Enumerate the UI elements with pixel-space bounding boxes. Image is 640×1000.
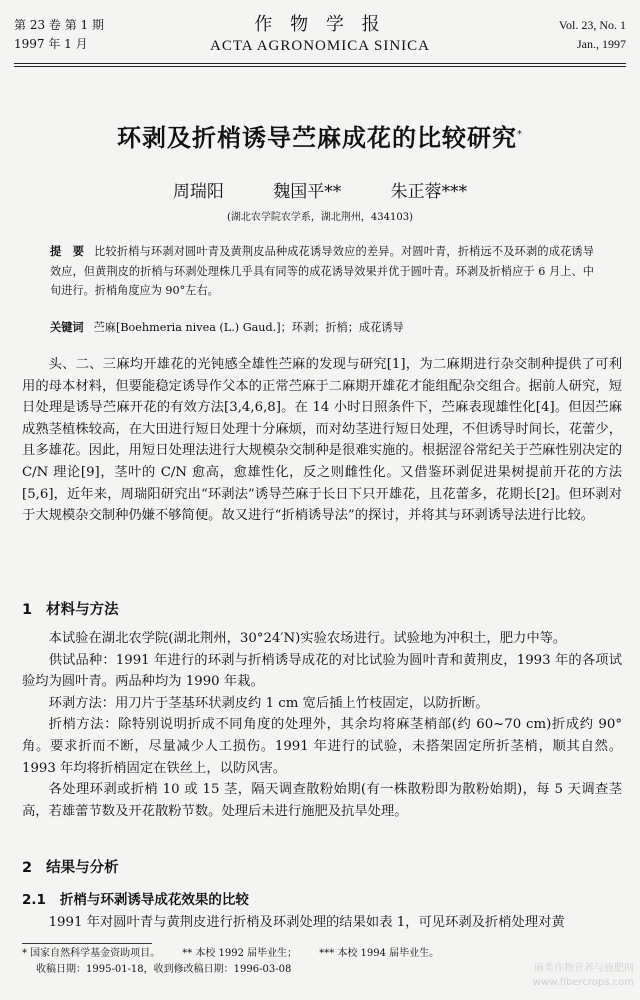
running-header xyxy=(14,14,626,62)
journal-name-cn: 作 物 学 报 xyxy=(254,14,386,35)
watermark-url: www.fibercrops.com xyxy=(532,977,634,988)
methods-paragraph: 环剥方法：用刀片于茎基环状剥皮约 1 cm 宽后插上竹枝固定，以防折断。 xyxy=(48,695,489,711)
subsection-number: 2.1 xyxy=(22,892,46,908)
footnote-author-2: ** 本校 1992 届毕业生； xyxy=(182,948,298,959)
methods-paragraph: 各处理环剥或折梢 10 或 15 茎，隔天调查散粉始期(有一株散粉即为散粉始期)，每 5 天调查茎高，若雄蕾节数及开花散粉节数。处理后未进行施肥及抗旱处理。 xyxy=(22,782,622,819)
footnote-author-3: *** 本校 1994 届毕业生。 xyxy=(319,948,440,959)
section-title: 材料与方法 xyxy=(46,602,119,618)
intro-paragraph: 头、二、三麻均开雄花的光钝感全雄性苎麻的发现与研究[1]，为二麻期进行杂交制种提供了可利用的母本材料，但要能稳定诱导作父本的正常苎麻于二麻期开雄花才能组配杂交组合。据前人研究，短日处理是诱导苎麻开花的有效方法[3,4,6,8]。在 14 小时日照条件下，苎麻表现雄性化[4]。但因苎麻成熟茎植株较高，在大田进行短日处理十分麻烦，而对幼茎进行短日处理，不但诱导时间长，花蕾少，且多雄花。因此，用短日处理法进行大规模杂交制种是很难实施的。根据涩谷常纪关于苎麻性别决定的 C/N 理论[9]，茎叶的 C/N 愈高，愈雄性化，反之则雌性化。又借鉴环剥促进果树提前开花的方法[5,6]，近年来，周瑞阳研究出“环剥法”诱导苎麻于长日下只开雄花，且花蕾多，花期长[2]。但环剥对于大规模杂交制种仍嫌不够简便。故又进行“折梢诱导法”的探讨，并将其与环剥诱导法进行比较。 xyxy=(22,357,622,524)
footnote-dates: 收稿日期：1995-01-18，收到修改稿日期：1996-03-08 xyxy=(36,964,292,975)
methods-body xyxy=(22,628,622,822)
author-list xyxy=(0,177,640,202)
author-2: 魏国平** xyxy=(273,182,342,202)
footnote-funding: * 国家自然科学基金资助项目。 xyxy=(22,948,161,959)
affiliation: (湖北农学院农学系，湖北荆州，434103) xyxy=(227,212,413,223)
journal-name-en: ACTA AGRONOMICA SINICA xyxy=(210,38,430,54)
volume-en: Vol. 23, No. 1 xyxy=(558,18,626,32)
header-rule-thick xyxy=(14,63,626,64)
header-right xyxy=(559,16,626,54)
footnotes xyxy=(22,946,439,978)
section-number: 2 xyxy=(22,860,33,876)
subsection-title: 折梢与环剥诱导成花效果的比较 xyxy=(59,892,249,908)
header-center xyxy=(14,14,626,56)
keywords-text: 苎麻[Boehmeria nivea (L.) Gaud.]；环剥；折梢；成花诱导 xyxy=(93,321,404,334)
title-text: 环剥及折梢诱导苎麻成花的比较研究 xyxy=(117,124,517,152)
header-rule-thin xyxy=(14,66,626,67)
introduction xyxy=(22,354,622,527)
abstract-label: 提 要 xyxy=(50,245,85,258)
keywords-label: 关键词 xyxy=(50,321,84,334)
title-footnote-mark: * xyxy=(517,129,523,140)
watermark-name: 麻类作物营养与施肥网 xyxy=(534,963,634,974)
footnote-rule xyxy=(22,943,152,944)
results-body xyxy=(22,912,622,934)
abstract xyxy=(50,242,594,301)
abstract-text: 比较折梢与环剥对圆叶青及黄荆皮品种成花诱导效应的差异。对圆叶青，折梢远不及环剥的成花诱导效应，但黄荆皮的折梢与环剥处理株几乎具有同等的成花诱导效果并优于圆叶青。环剥及折梢应于 6 月上、中旬进行。折梢角度应为 90°左右。 xyxy=(50,245,594,297)
author-3: 朱正蓉*** xyxy=(390,182,468,202)
footnote-line xyxy=(22,946,439,962)
volume-cn: 第 23 卷 第 1 期 xyxy=(14,18,104,32)
methods-paragraph: 供试品种：1991 年进行的环剥与折梢诱导成花的对比试验为圆叶青和黄荆皮，1993 年的各项试验均为圆叶青。两品种均为 1990 年栽。 xyxy=(22,652,622,690)
date-en: Jan., 1997 xyxy=(577,37,626,51)
keywords xyxy=(50,318,594,337)
watermark xyxy=(533,962,634,990)
results-paragraph: 1991 年对圆叶青与黄荆皮进行折梢及环剥处理的结果如表 1，可见环剥及折梢处理对黄 xyxy=(48,915,565,930)
methods-paragraph: 折梢方法：除特别说明折成不同角度的处理外，其余均将麻茎梢部(约 60~70 cm)折成约 90°角。要求折而不断，尽量减少人工损伤。1991 年进行的试验，未搭架固定所折茎梢，顺其自然。1993 年均将折梢固定在铁丝上，以防风害。 xyxy=(22,717,622,776)
section-title: 结果与分析 xyxy=(46,860,119,876)
date-cn: 1997 年 1 月 xyxy=(14,37,88,51)
section-heading-results xyxy=(22,856,119,877)
subsection-heading xyxy=(22,888,249,908)
section-number: 1 xyxy=(22,602,33,618)
author-1: 周瑞阳 xyxy=(172,182,224,202)
methods-paragraph: 本试验在湖北农学院(湖北荆州，30°24′N)实验农场进行。试验地为冲积土，肥力中等。 xyxy=(48,631,567,646)
article-title xyxy=(0,118,640,153)
section-heading-methods xyxy=(22,598,119,619)
